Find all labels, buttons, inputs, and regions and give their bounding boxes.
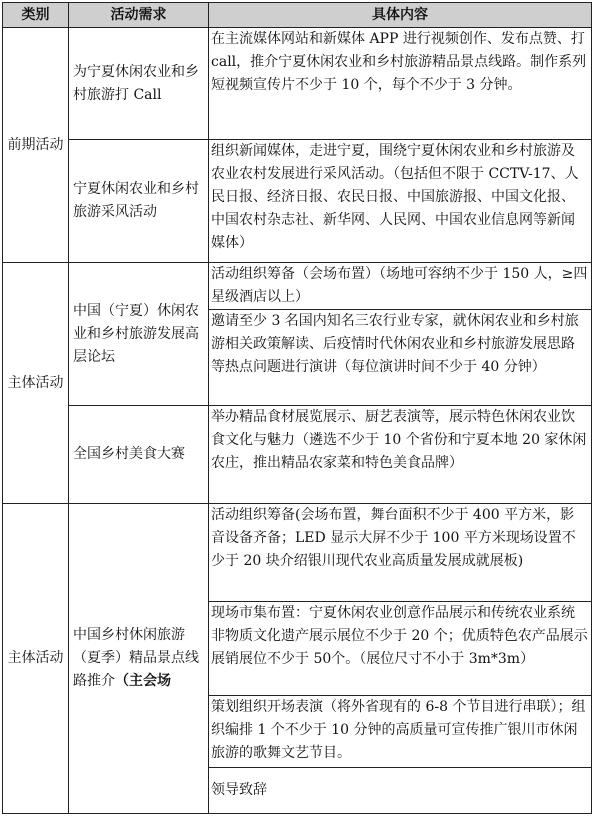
detail-cell: 邀请至少 3 名国内知名三农行业专家，就休闲农业和乡村旅游相关政策解读、后疫情时代休闲农业和乡村旅游发展思路等热点问题进行演讲（每位演讲时间不少于 40 分钟） <box>209 310 592 406</box>
activity-cell: 宁夏休闲农业和乡村旅游采风活动 <box>69 140 209 263</box>
detail-cell: 策划组织开场表演（将外省现有的 6-8 个节目进行串联）；组织编排 1 个不少于 10 分钟的高质量可宣传推广银川市休闲旅游的歌舞文艺节目。 <box>209 696 592 768</box>
category-cell: 主体活动 <box>3 263 69 504</box>
detail-cell: 在主流媒体网站和新媒体 APP 进行视频创作、发布点赞、打 call，推介宁夏休闲农业和乡村旅游精品景点线路。制作系列短视频宣传片不少于 10 个，每个不少于 3 分钟。 <box>209 28 592 140</box>
detail-cell: 举办精品食材展览展示、厨艺表演等，展示特色休闲农业饮食文化与魅力（遴选不少于 10 个省份和宁夏本地 20 家休闲农庄，推出精品农家菜和特色美食品牌） <box>209 406 592 504</box>
detail-cell: 现场市集布置：宁夏休闲农业创意作品展示和传统农业系统非物质文化遗产展示展位不少于 20 个；优质特色农产品展示展销展位不少于 50个。（展位尺寸不小于 3m*3m） <box>209 602 592 696</box>
detail-cell: 活动组织筹备（会场布置）（场地可容纳不少于 150 人，≥四星级酒店以上） <box>209 263 592 310</box>
activity-cell: 全国乡村美食大赛 <box>69 406 209 504</box>
detail-cell: 活动组织筹备(会场布置，舞台面积不少于 400 平方米，影音设备齐备；LED 显示大屏不少于 100 平方米现场设置不少于 20 块介绍银川现代农业高质量发展成就展板) <box>209 504 592 602</box>
header-category: 类别 <box>3 3 69 28</box>
detail-cell: 组织新闻媒体，走进宁夏，围绕宁夏休闲农业和乡村旅游及农业农村发展进行采风活动。（包括但不限于 CCTV-17、人民日报、经济日报、农民日报、中国旅游报、中国文化报、中国农村杂志社、新华网、人民网、中国农业信息网等新闻媒体） <box>209 140 592 263</box>
category-cell: 主体活动 <box>3 504 69 814</box>
table-row <box>3 406 592 504</box>
activity-cell: 中国（宁夏）休闲农业和乡村旅游发展高层论坛 <box>69 263 209 406</box>
header-content: 具体内容 <box>209 3 592 28</box>
detail-cell: 领导致辞 <box>209 768 592 814</box>
activity-cell: 为宁夏休闲农业和乡村旅游打 Call <box>69 28 209 140</box>
table-row <box>3 28 592 140</box>
category-cell: 前期活动 <box>3 28 69 263</box>
activity-name: 中国乡村休闲旅游（夏季）精品景点线路推介 <box>73 627 199 689</box>
activity-cell <box>69 504 209 814</box>
table-row <box>3 504 592 602</box>
activity-table <box>2 2 592 814</box>
header-row <box>3 3 592 28</box>
activity-name-suffix: （主会场 <box>115 673 171 689</box>
table-row <box>3 140 592 263</box>
header-activity: 活动需求 <box>69 3 209 28</box>
table-row <box>3 263 592 310</box>
